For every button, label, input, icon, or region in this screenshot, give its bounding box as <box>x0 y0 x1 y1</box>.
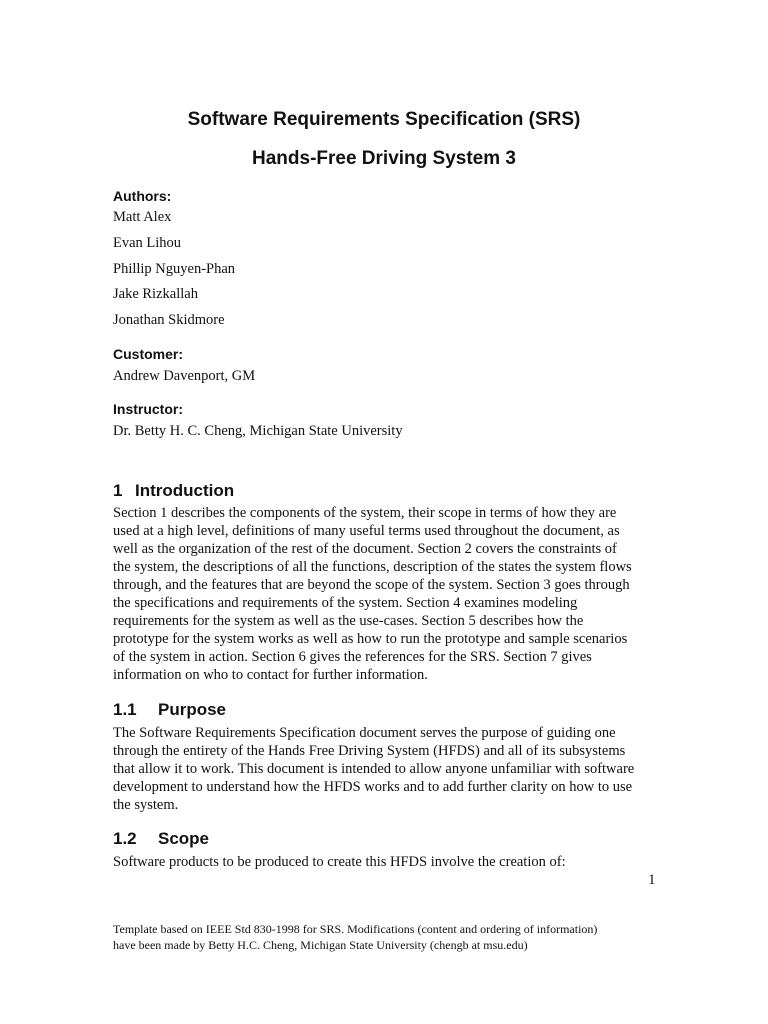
page-footer <box>113 922 597 953</box>
paragraph-line: the system. <box>113 797 179 813</box>
scope-paragraph <box>113 853 673 871</box>
instructor-name: Dr. Betty H. C. Cheng, Michigan State University <box>113 423 403 439</box>
introduction-paragraph <box>113 504 673 684</box>
section-heading-introduction <box>113 481 234 501</box>
paragraph-line: Software products to be produced to create this HFDS involve the creation of: <box>113 854 566 870</box>
paragraph-line: the specifications and requirements of the system. Section 4 examines modeling <box>113 595 578 611</box>
paragraph-line: well as the organization of the rest of the document. Section 2 covers the constraints of <box>113 541 617 557</box>
section-title: Introduction <box>135 481 235 500</box>
author-name: Jake Rizkallah <box>113 286 198 302</box>
section-number: 1.2 <box>113 829 137 848</box>
paragraph-line: The Software Requirements Specification document serves the purpose of guiding one <box>113 725 616 741</box>
paragraph-line: the system, the descriptions of all the functions, description of the states the system flows <box>113 559 632 575</box>
author-name: Matt Alex <box>113 209 172 225</box>
paragraph-line: through the entirety of the Hands Free Driving System (HFDS) and all of its subsystems <box>113 743 626 759</box>
paragraph-line: development to understand how the HFDS works and to add further clarity on how to use <box>113 779 633 795</box>
section-heading-scope <box>113 829 209 849</box>
document-subtitle: Hands-Free Driving System 3 <box>252 148 516 169</box>
paragraph-line: information on who to contact for further information. <box>113 667 428 683</box>
author-name: Phillip Nguyen-Phan <box>113 261 236 277</box>
paragraph-line: prototype for the system works as well as how to run the prototype and sample scenarios <box>113 631 628 647</box>
section-heading-purpose <box>113 700 226 720</box>
paragraph-line: of the system in action. Section 6 gives the references for the SRS. Section 7 gives <box>113 649 592 665</box>
instructor-label: Instructor: <box>113 401 183 417</box>
authors-label: Authors: <box>113 188 172 204</box>
page-number: 1 <box>648 872 656 888</box>
paragraph-line: Section 1 describes the components of the system, their scope in terms of how they are <box>113 505 617 521</box>
section-number: 1.1 <box>113 700 137 719</box>
customer-label: Customer: <box>113 346 184 362</box>
footer-line: have been made by Betty H.C. Cheng, Michigan State University (chengb at msu.edu) <box>113 937 528 952</box>
author-name: Jonathan Skidmore <box>113 312 225 328</box>
section-title: Purpose <box>158 700 227 719</box>
author-name: Evan Lihou <box>113 235 182 251</box>
section-title: Scope <box>158 829 210 848</box>
paragraph-line: that allow it to work. This document is intended to allow anyone unfamiliar with software <box>113 761 635 777</box>
paragraph-line: used at a high level, definitions of many useful terms used throughout the document, as <box>113 523 620 539</box>
footer-line: Template based on IEEE Std 830-1998 for SRS. Modifications (content and ordering of information) <box>113 922 598 936</box>
paragraph-line: through, and the features that are beyond the scope of the system. Section 3 goes through <box>113 577 630 593</box>
document-title: Software Requirements Specification (SRS) <box>187 109 581 130</box>
purpose-paragraph <box>113 724 673 814</box>
section-number: 1 <box>113 481 123 500</box>
customer-name: Andrew Davenport, GM <box>113 368 256 384</box>
paragraph-line: requirements for the system as well as the use-cases. Section 5 describes how the <box>113 613 584 629</box>
